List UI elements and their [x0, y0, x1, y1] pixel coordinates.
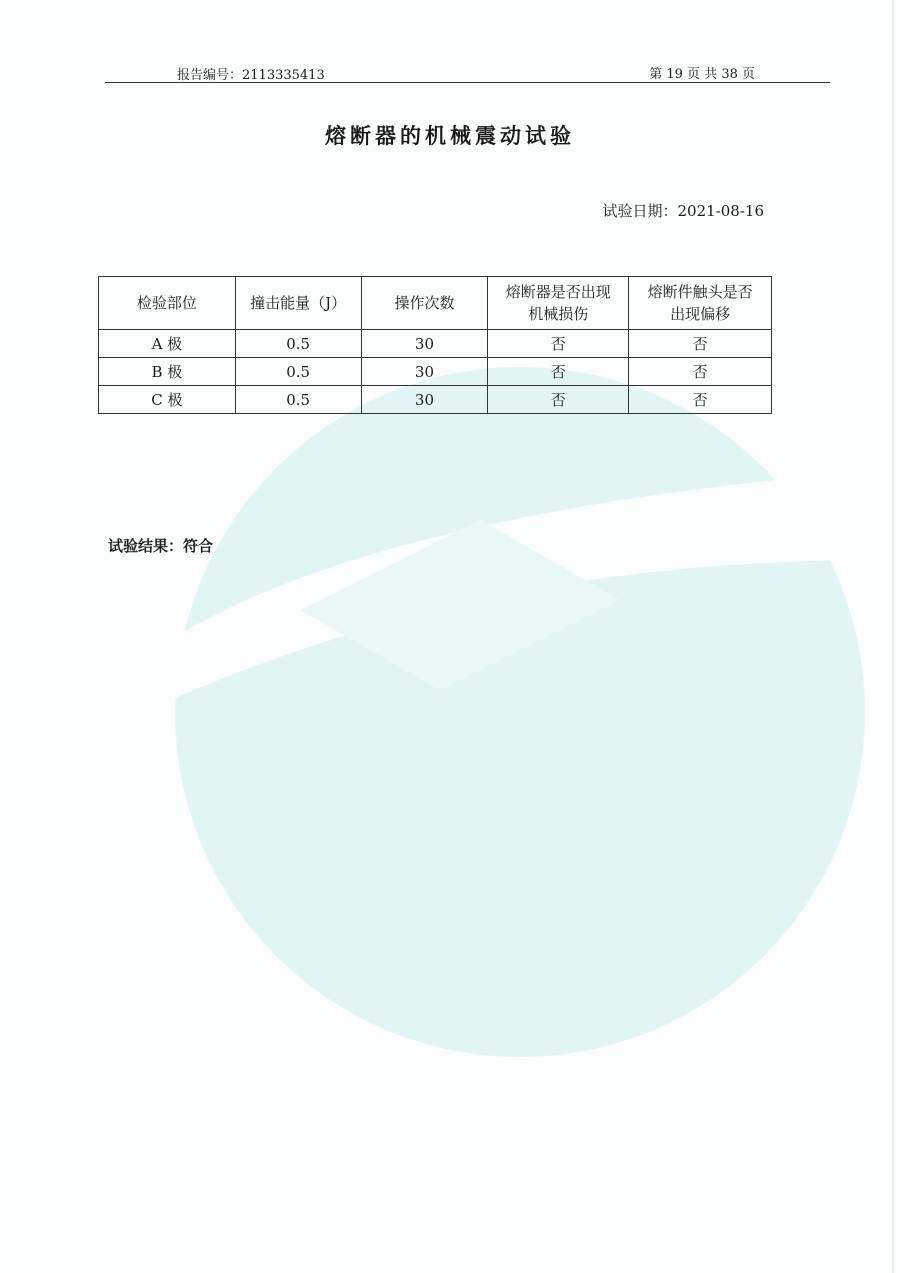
table-row [99, 358, 772, 386]
test-date: 试验日期：2021-08-16 [602, 202, 764, 220]
cell-energy: 0.5 [235, 330, 361, 358]
cell-damage: 否 [488, 358, 629, 386]
cell-offset: 否 [629, 386, 772, 414]
test-results-table [98, 276, 772, 414]
cell-part: A 极 [99, 330, 236, 358]
col-header-count: 操作次数 [361, 277, 488, 330]
cell-part: B 极 [99, 358, 236, 386]
cell-count: 30 [361, 386, 488, 414]
col-header-damage: 熔断器是否出现机械损伤 [488, 277, 629, 330]
cell-part: C 极 [99, 386, 236, 414]
cell-count: 30 [361, 358, 488, 386]
col-header-energy: 撞击能量（J） [235, 277, 361, 330]
cell-offset: 否 [629, 358, 772, 386]
col-header-part: 检验部位 [99, 277, 236, 330]
page-header [105, 62, 830, 83]
cell-energy: 0.5 [235, 358, 361, 386]
cell-energy: 0.5 [235, 386, 361, 414]
test-result: 试验结果：符合 [108, 537, 214, 555]
table-header-row [99, 277, 772, 330]
cell-damage: 否 [488, 330, 629, 358]
report-number: 报告编号：2113335413 [177, 68, 325, 83]
cell-damage: 否 [488, 386, 629, 414]
col-header-offset: 熔断件触头是否出现偏移 [629, 277, 772, 330]
page-number: 第 19 页 共 38 页 [649, 67, 755, 82]
document-title: 熔断器的机械震动试验 [325, 124, 575, 148]
page-edge [892, 0, 894, 1273]
cell-offset: 否 [629, 330, 772, 358]
table-row [99, 330, 772, 358]
table-row [99, 386, 772, 414]
cell-count: 30 [361, 330, 488, 358]
